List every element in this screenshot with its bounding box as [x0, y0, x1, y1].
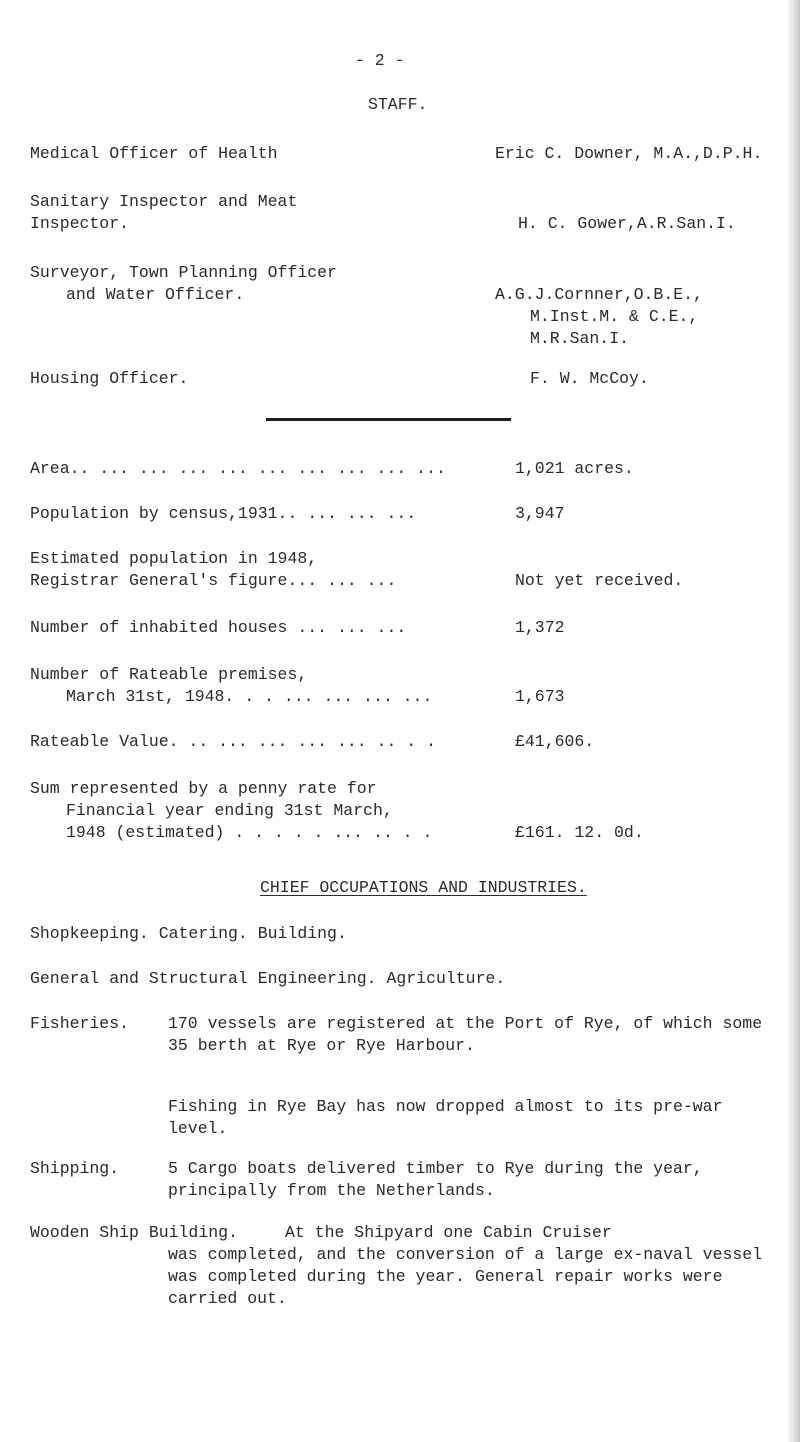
fisheries-paragraph-2: Fishing in Rye Bay has now dropped almost to its pre-war level. [168, 1097, 723, 1138]
occupations-summary-line2: General and Structural Engineering. Agriculture. [30, 969, 506, 988]
staff-name-surveyor-line2: M.Inst.M. & C.E., [530, 307, 699, 326]
page-number: - 2 - [355, 51, 405, 70]
stat-area-label: Area.. ... ... ... ... ... ... ... ... ... [30, 459, 446, 478]
fisheries-label: Fisheries. [30, 1014, 130, 1033]
stat-inhabited-houses-label: Number of inhabited houses ... ... ... [30, 618, 407, 637]
stat-inhabited-houses-value: 1,372 [515, 618, 565, 637]
stat-rateable-premises-label-line2: March 31st, 1948. . . ... ... ... ... [66, 687, 433, 706]
staff-role-medical-officer: Medical Officer of Health [30, 144, 278, 163]
occupations-heading: CHIEF OCCUPATIONS AND INDUSTRIES. [260, 878, 587, 897]
stat-penny-rate-label-line1: Sum represented by a penny rate for [30, 779, 377, 798]
section-divider [266, 418, 511, 421]
staff-name-medical-officer: Eric C. Downer, M.A.,D.P.H. [495, 144, 763, 163]
occupations-summary-line1: Shopkeeping. Catering. Building. [30, 924, 347, 943]
stat-rateable-premises-value: 1,673 [515, 687, 565, 706]
stat-penny-rate-value: £161. 12. 0d. [515, 823, 644, 842]
stat-population-label: Population by census,1931.. ... ... ... [30, 504, 417, 523]
staff-name-sanitary-inspector: H. C. Gower,A.R.San.I. [518, 214, 736, 233]
scan-edge-shadow [786, 0, 800, 1442]
staff-name-housing-officer: F. W. McCoy. [530, 369, 649, 388]
stat-area-value: 1,021 acres. [515, 459, 634, 478]
staff-name-surveyor-line3: M.R.San.I. [530, 329, 630, 348]
staff-heading: STAFF. [368, 95, 428, 114]
staff-role-surveyor-line1: Surveyor, Town Planning Officer [30, 263, 337, 282]
stat-penny-rate-label-line3: 1948 (estimated) . . . . . ... .. . . [66, 823, 433, 842]
shipping-paragraph-1: 5 Cargo boats delivered timber to Rye during the year, principally from the Netherlands. [168, 1159, 703, 1200]
stat-rateable-value-label: Rateable Value. .. ... ... ... ... .. . . [30, 732, 436, 751]
stat-rateable-premises-label-line1: Number of Rateable premises, [30, 665, 308, 684]
stat-rateable-value-value: £41,606. [515, 732, 595, 751]
staff-role-housing-officer: Housing Officer. [30, 369, 189, 388]
staff-name-surveyor-line1: A.G.J.Cornner,O.B.E., [495, 285, 703, 304]
wooden-ship-first-line: At the Shipyard one Cabin Cruiser [285, 1223, 612, 1242]
stat-estimated-population-label-line1: Estimated population in 1948, [30, 549, 318, 568]
wooden-ship-continuation: was completed, and the conversion of a large ex-naval vessel was completed during the year. General repair works were carried out. [168, 1245, 763, 1308]
stat-estimated-population-value: Not yet received. [515, 571, 684, 590]
fisheries-paragraph-1: 170 vessels are registered at the Port of Rye, of which some 35 berth at Rye or Rye Harbour. [168, 1014, 763, 1055]
stat-population-value: 3,947 [515, 504, 565, 523]
staff-role-surveyor-line2: and Water Officer. [66, 285, 245, 304]
stat-penny-rate-label-line2: Financial year ending 31st March, [66, 801, 393, 820]
shipping-label: Shipping. [30, 1159, 120, 1178]
stat-estimated-population-label-line2: Registrar General's figure... ... ... [30, 571, 397, 590]
staff-role-sanitary-inspector-line1: Sanitary Inspector and Meat [30, 192, 298, 211]
staff-role-sanitary-inspector-line2: Inspector. [30, 214, 130, 233]
wooden-ship-label: Wooden Ship Building. [30, 1223, 238, 1242]
